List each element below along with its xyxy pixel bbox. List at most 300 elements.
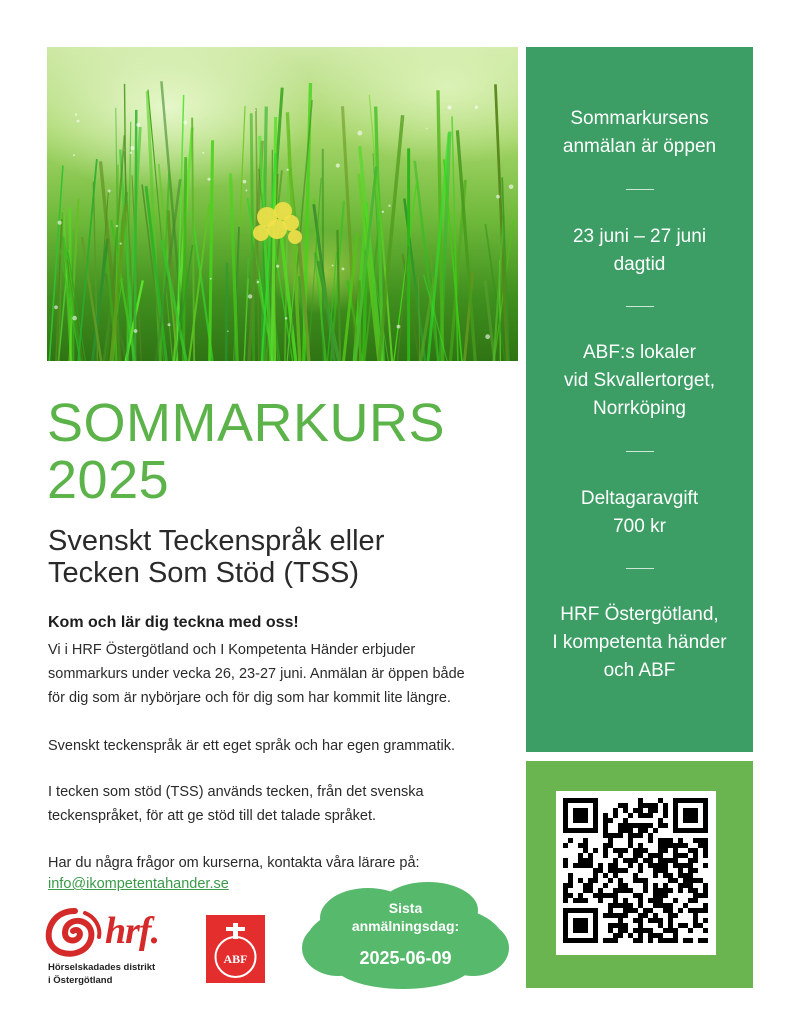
qr-module xyxy=(618,923,623,928)
qr-module xyxy=(623,868,628,873)
grammar-paragraph: Svenskt teckenspråk är ett eget språk och har egen grammatik. xyxy=(48,738,456,754)
qr-module xyxy=(643,823,648,828)
qr-module xyxy=(683,883,688,888)
lead-heading: Kom och lär dig teckna med oss! xyxy=(48,614,299,631)
organizers-block xyxy=(526,601,753,685)
qr-module xyxy=(578,858,583,863)
qr-module xyxy=(693,893,698,898)
qr-module xyxy=(653,808,658,813)
qr-module xyxy=(633,928,638,933)
qr-module xyxy=(688,908,693,913)
location-line-1: ABF:s lokaler xyxy=(583,342,696,363)
grass-blade xyxy=(343,106,357,361)
qr-module xyxy=(683,873,688,878)
dew-drop xyxy=(58,221,62,225)
qr-module xyxy=(613,848,618,853)
dew-drop xyxy=(257,281,260,284)
dates-block xyxy=(526,223,753,279)
qr-module xyxy=(623,808,628,813)
qr-module xyxy=(703,908,708,913)
qr-module xyxy=(628,903,633,908)
qr-module xyxy=(698,938,703,943)
dew-drop xyxy=(108,190,111,193)
qr-module xyxy=(663,823,668,828)
qr-module xyxy=(653,898,658,903)
qr-module xyxy=(698,878,703,883)
qr-module xyxy=(638,808,643,813)
qr-module xyxy=(668,858,673,863)
dew-drop xyxy=(72,316,77,321)
organizers-line-3: och ABF xyxy=(603,660,676,681)
qr-module xyxy=(643,858,648,863)
qr-module xyxy=(608,903,613,908)
qr-module xyxy=(603,853,608,858)
qr-module xyxy=(693,898,698,903)
qr-module xyxy=(663,848,668,853)
abf-emblem-icon xyxy=(206,915,265,983)
qr-module xyxy=(613,893,618,898)
dew-drop xyxy=(447,105,451,109)
dates-line-2: dagtid xyxy=(613,254,666,275)
qr-module xyxy=(638,828,643,833)
qr-module xyxy=(668,938,673,943)
qr-module xyxy=(658,933,663,938)
dew-drop xyxy=(485,334,490,339)
qr-module xyxy=(643,928,648,933)
qr-module xyxy=(608,928,613,933)
qr-module xyxy=(678,908,683,913)
grass-flower-illustration xyxy=(47,47,518,361)
qr-module xyxy=(633,938,638,943)
dew-drop xyxy=(276,265,279,268)
qr-module xyxy=(663,908,668,913)
qr-module xyxy=(638,913,643,918)
qr-module xyxy=(603,913,608,918)
qr-module xyxy=(673,848,678,853)
qr-module xyxy=(563,898,568,903)
qr-module xyxy=(673,853,678,858)
qr-module xyxy=(668,908,673,913)
dew-drop xyxy=(475,106,478,109)
qr-module xyxy=(648,928,653,933)
qr-module xyxy=(633,853,638,858)
qr-module xyxy=(628,888,633,893)
grass-blade xyxy=(230,173,237,361)
qr-module xyxy=(633,833,638,838)
hrf-line-1: Hörselskadades distrikt xyxy=(48,962,156,973)
qr-module xyxy=(608,908,613,913)
qr-module xyxy=(563,858,568,863)
qr-module xyxy=(683,863,688,868)
grass-blade xyxy=(210,140,213,361)
qr-module xyxy=(618,853,623,858)
dew-drop xyxy=(73,154,75,156)
qr-module xyxy=(688,883,693,888)
dew-drop xyxy=(342,267,345,270)
qr-module xyxy=(698,893,703,898)
qr-module xyxy=(658,798,663,803)
dew-drop xyxy=(168,323,171,326)
fee-line-1: Deltagaravgift xyxy=(580,488,699,509)
qr-module xyxy=(653,903,658,908)
qr-module xyxy=(683,903,688,908)
cloud-shape-icon xyxy=(298,878,513,990)
dew-drop xyxy=(243,180,247,184)
qr-module xyxy=(603,828,608,833)
qr-module xyxy=(653,933,658,938)
divider xyxy=(626,451,654,452)
qr-module xyxy=(663,858,668,863)
page-title xyxy=(47,395,445,509)
qr-module xyxy=(683,878,688,883)
qr-module xyxy=(703,893,708,898)
qr-module xyxy=(643,913,648,918)
qr-module xyxy=(648,863,653,868)
qr-module xyxy=(638,848,643,853)
qr-module xyxy=(623,898,628,903)
qr-module xyxy=(618,828,623,833)
qr-module xyxy=(653,873,658,878)
qr-module xyxy=(673,898,678,903)
qr-module xyxy=(618,878,623,883)
qr-module xyxy=(593,878,598,883)
qr-module xyxy=(638,843,643,848)
tss-line-1: I tecken som stöd (TSS) används tecken, från det svenska xyxy=(48,784,424,800)
dew-drop xyxy=(54,305,58,309)
qr-module xyxy=(663,893,668,898)
qr-module xyxy=(623,913,628,918)
qr-module xyxy=(688,878,693,883)
hrf-wordmark: hrf. xyxy=(105,910,160,952)
qr-module xyxy=(603,893,608,898)
qr-module xyxy=(618,848,623,853)
qr-module xyxy=(638,893,643,898)
qr-module xyxy=(563,863,568,868)
location-block xyxy=(526,339,753,423)
qr-module xyxy=(678,888,683,893)
qr-module xyxy=(623,903,628,908)
qr-module xyxy=(613,938,618,943)
header-photo xyxy=(47,47,518,361)
dew-drop xyxy=(202,152,204,154)
qr-module xyxy=(613,888,618,893)
fee-line-2: 700 kr xyxy=(613,516,666,537)
qr-module xyxy=(658,888,663,893)
qr-module xyxy=(608,878,613,883)
qr-module xyxy=(583,848,588,853)
qr-module xyxy=(673,863,678,868)
qr-module xyxy=(638,928,643,933)
qr-panel xyxy=(526,761,753,988)
qr-module xyxy=(693,878,698,883)
qr-module xyxy=(688,898,693,903)
qr-module xyxy=(643,908,648,913)
qr-module xyxy=(633,918,638,923)
qr-module xyxy=(643,883,648,888)
qr-module xyxy=(603,883,608,888)
qr-module xyxy=(623,858,628,863)
qr-module xyxy=(613,903,618,908)
qr-module xyxy=(658,868,663,873)
qr-module xyxy=(603,843,608,848)
flower-petal xyxy=(253,225,269,241)
qr-module xyxy=(688,863,693,868)
qr-module xyxy=(618,803,623,808)
qr-module xyxy=(678,873,683,878)
qr-module xyxy=(703,863,708,868)
grass-blade xyxy=(135,110,136,361)
qr-module xyxy=(618,913,623,918)
qr-module xyxy=(583,898,588,903)
qr-module xyxy=(588,878,593,883)
qr-module xyxy=(683,938,688,943)
qr-module xyxy=(603,823,608,828)
qr-module xyxy=(703,838,708,843)
qr-module xyxy=(593,873,598,878)
qr-module xyxy=(608,913,613,918)
qr-module xyxy=(648,938,653,943)
dew-drop xyxy=(77,120,80,123)
grass-blade xyxy=(183,157,185,361)
qr-module xyxy=(633,823,638,828)
qr-module xyxy=(703,883,708,888)
qr-module xyxy=(663,888,668,893)
qr-module xyxy=(698,843,703,848)
qr-module xyxy=(638,918,643,923)
qr-module xyxy=(703,888,708,893)
qr-module xyxy=(613,813,618,818)
qr-module xyxy=(648,813,653,818)
hrf-logo xyxy=(45,905,180,991)
qr-module xyxy=(693,923,698,928)
qr-module xyxy=(578,893,583,898)
qr-module xyxy=(658,858,663,863)
qr-module xyxy=(703,938,708,943)
dew-drop xyxy=(227,330,229,332)
qr-code-icon[interactable] xyxy=(556,791,716,955)
qr-module xyxy=(653,853,658,858)
qr-module xyxy=(668,918,673,923)
qr-module xyxy=(578,878,583,883)
qr-module xyxy=(583,888,588,893)
qr-module xyxy=(688,928,693,933)
qr-module xyxy=(643,888,648,893)
grass-blade xyxy=(189,204,209,361)
qr-module xyxy=(568,838,573,843)
qr-module xyxy=(653,888,658,893)
qr-module xyxy=(668,928,673,933)
qr-module xyxy=(643,813,648,818)
qr-module xyxy=(623,848,628,853)
qr-module xyxy=(573,863,578,868)
qr-module xyxy=(638,878,643,883)
qr-finder-pattern xyxy=(573,918,588,933)
qr-module xyxy=(663,808,668,813)
qr-module xyxy=(578,863,583,868)
qr-module xyxy=(638,868,643,873)
qr-module xyxy=(603,833,608,838)
qr-module xyxy=(668,888,673,893)
qr-module xyxy=(613,868,618,873)
qr-module xyxy=(613,858,618,863)
qr-module xyxy=(638,938,643,943)
qr-module xyxy=(613,873,618,878)
qr-module xyxy=(648,853,653,858)
qr-module xyxy=(648,833,653,838)
dew-drop xyxy=(388,205,390,207)
qr-module xyxy=(563,883,568,888)
divider xyxy=(626,306,654,307)
dew-drop xyxy=(426,128,428,130)
qr-module xyxy=(608,833,613,838)
qr-module xyxy=(568,893,573,898)
qr-module xyxy=(583,863,588,868)
qr-module xyxy=(663,838,668,843)
grass-blade xyxy=(78,159,97,361)
divider xyxy=(626,189,654,190)
grass-blade xyxy=(244,279,248,361)
qr-module xyxy=(608,893,613,898)
qr-module xyxy=(623,823,628,828)
qr-module xyxy=(648,918,653,923)
qr-module xyxy=(628,908,633,913)
info-panel xyxy=(526,47,753,752)
qr-module xyxy=(688,858,693,863)
qr-module xyxy=(623,883,628,888)
qr-module xyxy=(603,818,608,823)
qr-module xyxy=(618,933,623,938)
qr-module xyxy=(663,813,668,818)
qr-module xyxy=(703,853,708,858)
qr-module xyxy=(658,823,663,828)
qr-module xyxy=(648,933,653,938)
qr-module xyxy=(668,903,673,908)
qr-module xyxy=(623,803,628,808)
qr-module xyxy=(638,803,643,808)
qr-module xyxy=(643,803,648,808)
dew-drop xyxy=(130,152,132,154)
qr-module xyxy=(663,843,668,848)
deadline-date: 2025-06-09 xyxy=(359,948,452,968)
qr-module xyxy=(693,868,698,873)
cloud-line-2: anmälningsdag: xyxy=(351,918,460,934)
qr-module xyxy=(628,813,633,818)
hrf-swirl-icon xyxy=(45,907,105,959)
dew-drop xyxy=(210,278,212,280)
qr-module xyxy=(593,868,598,873)
subtitle-line-2: Tecken Som Stöd (TSS) xyxy=(48,557,360,589)
dew-drop xyxy=(357,131,362,136)
divider xyxy=(626,568,654,569)
qr-module xyxy=(668,838,673,843)
qr-module xyxy=(658,903,663,908)
location-line-3: Norrköping xyxy=(593,398,686,419)
dew-drop xyxy=(207,178,210,181)
qr-module xyxy=(608,843,613,848)
qr-module xyxy=(628,858,633,863)
page-subtitle xyxy=(48,525,384,589)
qr-module xyxy=(638,853,643,858)
qr-module xyxy=(593,848,598,853)
qr-module xyxy=(683,923,688,928)
qr-module xyxy=(613,923,618,928)
qr-module xyxy=(603,938,608,943)
qr-module xyxy=(668,843,673,848)
qr-module xyxy=(693,838,698,843)
qr-module xyxy=(628,833,633,838)
qr-module xyxy=(633,893,638,898)
contact-paragraph: Har du några frågor om kurserna, kontakta våra lärare på: xyxy=(48,855,420,871)
qr-module xyxy=(648,823,653,828)
qr-module xyxy=(588,888,593,893)
qr-module xyxy=(618,868,623,873)
dew-drop xyxy=(130,146,134,150)
deadline-cloud-badge xyxy=(298,878,513,990)
qr-module xyxy=(613,808,618,813)
dew-drop xyxy=(183,121,187,125)
qr-module xyxy=(638,903,643,908)
qr-module xyxy=(613,933,618,938)
qr-module xyxy=(658,853,663,858)
qr-module xyxy=(628,823,633,828)
dew-drop xyxy=(116,225,118,227)
qr-module xyxy=(678,838,683,843)
qr-module xyxy=(663,938,668,943)
qr-module xyxy=(633,873,638,878)
abf-logo xyxy=(206,915,265,983)
grass-blade xyxy=(82,237,101,361)
qr-module xyxy=(693,888,698,893)
qr-module xyxy=(703,928,708,933)
qr-module xyxy=(583,843,588,848)
dew-drop xyxy=(75,113,77,115)
email-link[interactable]: info@ikompetentahander.se xyxy=(48,876,229,892)
qr-module xyxy=(663,928,668,933)
qr-module xyxy=(653,803,658,808)
qr-module xyxy=(628,933,633,938)
qr-module xyxy=(638,798,643,803)
qr-module xyxy=(653,868,658,873)
qr-module xyxy=(623,908,628,913)
qr-module xyxy=(588,883,593,888)
qr-module xyxy=(653,828,658,833)
qr-module xyxy=(583,838,588,843)
qr-module xyxy=(673,933,678,938)
qr-module xyxy=(638,898,643,903)
qr-finder-pattern xyxy=(573,808,588,823)
dates-line-1: 23 juni – 27 juni xyxy=(572,226,707,247)
qr-module xyxy=(693,918,698,923)
qr-module xyxy=(668,878,673,883)
qr-module xyxy=(608,818,613,823)
qr-module xyxy=(613,863,618,868)
qr-module xyxy=(618,888,623,893)
qr-module xyxy=(618,883,623,888)
dew-drop xyxy=(248,294,252,298)
dew-drop xyxy=(397,325,401,329)
qr-module xyxy=(658,848,663,853)
qr-module xyxy=(678,863,683,868)
qr-module xyxy=(643,878,648,883)
qr-module xyxy=(658,938,663,943)
qr-module xyxy=(643,828,648,833)
qr-module xyxy=(698,838,703,843)
qr-module xyxy=(668,923,673,928)
qr-module xyxy=(658,863,663,868)
qr-module xyxy=(648,858,653,863)
qr-module xyxy=(663,883,668,888)
qr-module xyxy=(598,863,603,868)
